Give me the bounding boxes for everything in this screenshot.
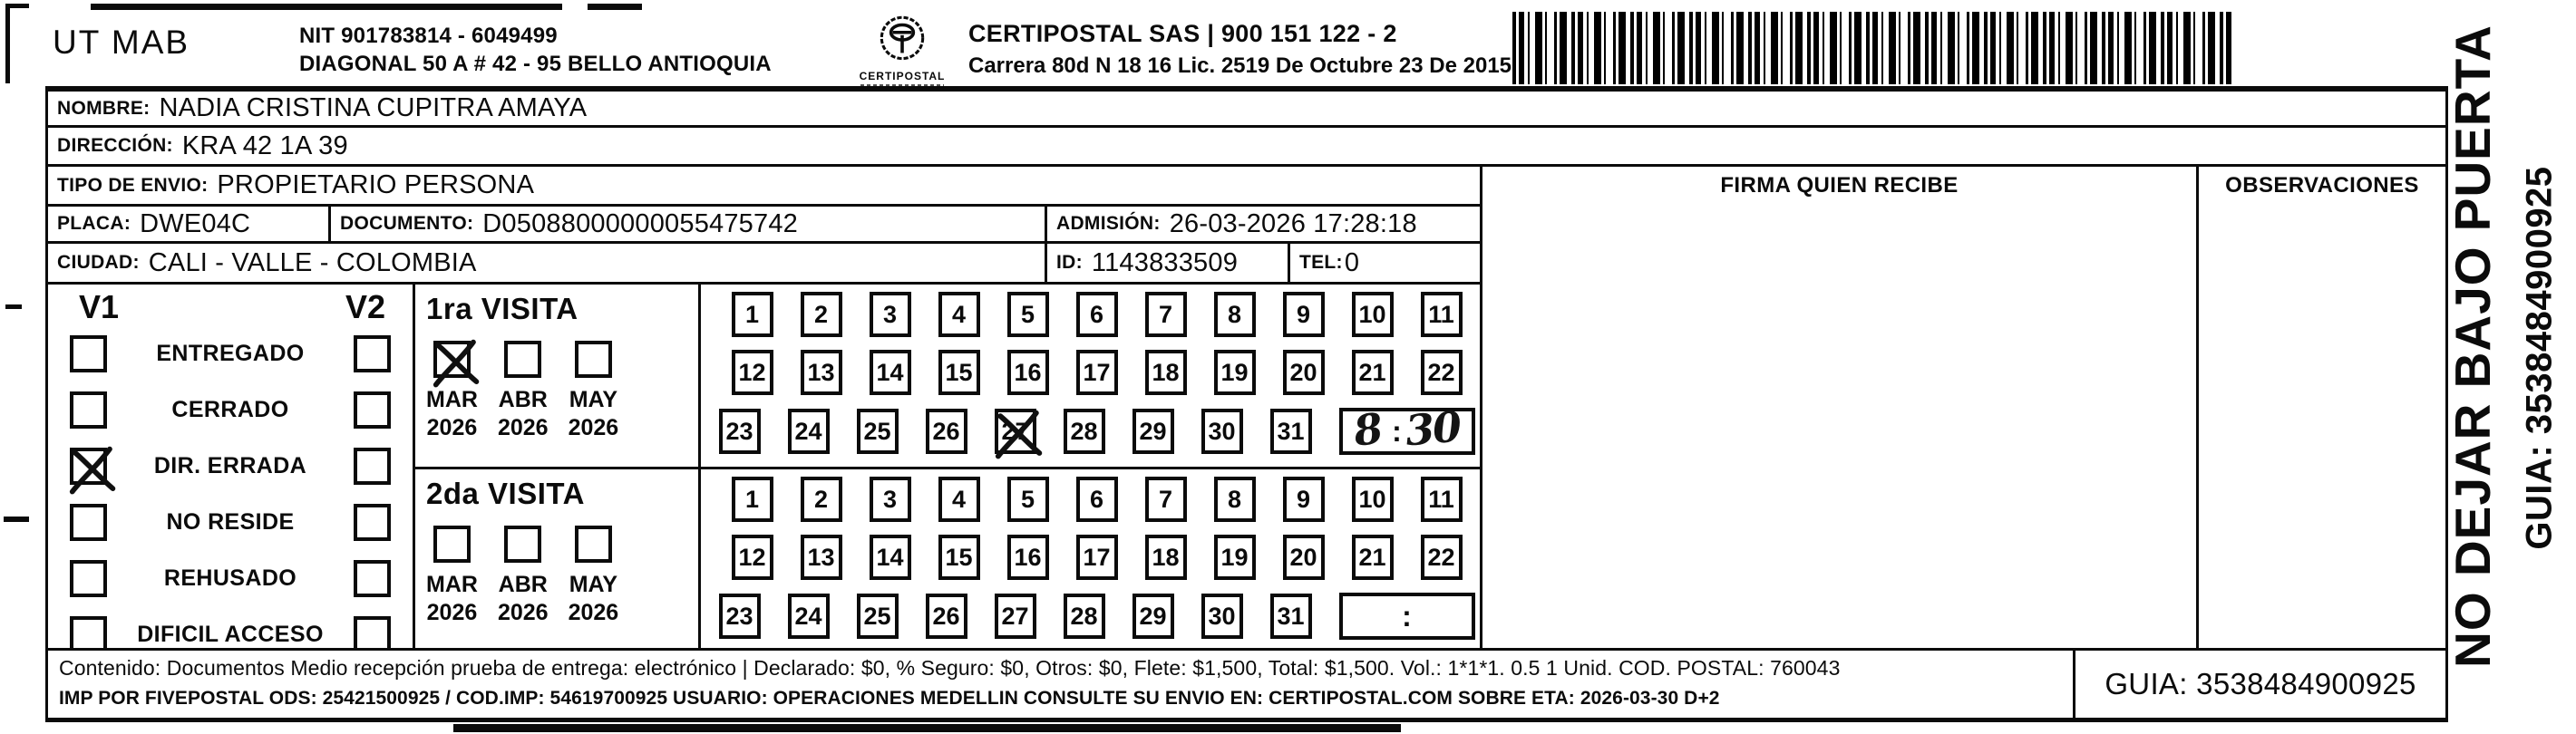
nombre-value: NADIA CRISTINA CUPITRA AMAYA	[159, 93, 588, 122]
visit1-title: 1ra VISITA	[426, 292, 578, 325]
visit2-day-cell-23[interactable]	[719, 594, 761, 639]
visit2-day-cell-27[interactable]	[995, 594, 1036, 639]
day-number: 1	[744, 485, 760, 513]
day-number: 31	[1277, 417, 1305, 445]
visit2-day-cell-26[interactable]	[926, 594, 967, 639]
day-number: 2	[813, 485, 829, 513]
checkbox-visit2-may[interactable]	[575, 526, 612, 563]
handwritten-hour: 8	[1350, 403, 1386, 456]
visit1-day-cell-1[interactable]	[732, 292, 773, 337]
day-number: 29	[1139, 417, 1167, 445]
day-number: 14	[876, 543, 904, 571]
checkbox-v1-rehusado[interactable]	[70, 560, 107, 597]
day-number: 27	[1001, 417, 1029, 445]
checkbox-v2-cerrado[interactable]	[354, 391, 391, 429]
visit1-month-section	[413, 282, 701, 469]
placa-label: PLACA:	[57, 213, 131, 234]
day-number: 17	[1083, 543, 1111, 571]
cell-ciudad	[45, 241, 1047, 285]
visit2-time-box[interactable]	[1339, 593, 1475, 640]
visit1-day-cell-21[interactable]	[1352, 350, 1394, 395]
row-direccion	[45, 125, 2448, 167]
certipostal-logo-icon	[872, 13, 932, 67]
visit2-day-cell-15[interactable]	[938, 535, 980, 580]
visit1-day-cell-29[interactable]	[1132, 409, 1174, 454]
id-value: 1143833509	[1091, 247, 1239, 277]
visit1-day-grid	[698, 282, 1482, 469]
visit2-title: 2da VISITA	[426, 477, 585, 510]
ciudad-label: CIUDAD:	[57, 252, 140, 273]
day-number: 6	[1089, 485, 1104, 513]
tel-value: 0	[1344, 247, 1360, 277]
admision-value: 26-03-2026 17:28:18	[1169, 208, 1417, 238]
visit1-month-may	[569, 341, 619, 441]
visit2-day-cell-16[interactable]	[1007, 535, 1049, 580]
day-number: 5	[1020, 300, 1035, 328]
visit2-day-cell-7[interactable]	[1145, 477, 1187, 522]
day-number: 7	[1158, 300, 1173, 328]
month-year-label: 2026	[426, 600, 478, 625]
day-number: 16	[1014, 358, 1042, 386]
firma-signature-area[interactable]	[1480, 204, 2199, 651]
day-number: 11	[1428, 300, 1454, 328]
visit1-day-cell-26[interactable]	[926, 409, 967, 454]
day-number: 30	[1208, 417, 1236, 445]
day-number: 8	[1227, 300, 1242, 328]
month-year-label: 2026	[497, 415, 549, 440]
company-name-line: CERTIPOSTAL SAS | 900 151 122 - 2	[968, 20, 1397, 47]
day-number: 22	[1427, 543, 1455, 571]
tipo-envio-label: TIPO DE ENVIO:	[57, 174, 209, 196]
visit1-day-cell-11[interactable]	[1421, 292, 1463, 337]
visit2-day-cell-31[interactable]	[1270, 594, 1312, 639]
handwritten-x-mark	[431, 338, 481, 388]
footer-line1: Contenido: Documentos Medio recepción prueba de entrega: electrónico | Declarado: $0, % Seguro: $0, Otros: $0, Flete: $1,500, Total: $1,500. Vol.: 1*1*1. 0.5 1 Unid. COD. POSTAL: 760043	[59, 656, 1841, 680]
visit2-month-may	[569, 526, 619, 626]
visit2-day-cell-30[interactable]	[1201, 594, 1243, 639]
day-number: 30	[1208, 602, 1236, 630]
admision-label: ADMISIÓN:	[1056, 213, 1161, 234]
logo-wordmark: CERTIPOSTAL	[859, 70, 946, 82]
company-info	[968, 20, 1512, 79]
scan-artifact-dash1	[5, 304, 22, 309]
day-number: 15	[945, 543, 973, 571]
day-number: 25	[863, 417, 891, 445]
visit1-day-cell-27[interactable]	[995, 409, 1036, 454]
visit1-day-cell-25[interactable]	[857, 409, 899, 454]
visit1-day-cell-18[interactable]	[1145, 350, 1187, 395]
day-number: 20	[1289, 543, 1317, 571]
visit1-month-boxes	[415, 326, 698, 441]
firma-column-header: FIRMA QUIEN RECIBE	[1480, 164, 2199, 207]
visit2-day-cell-24[interactable]	[788, 594, 830, 639]
visit1-day-cell-20[interactable]	[1283, 350, 1325, 395]
day-number: 17	[1083, 358, 1111, 386]
visit2-day-cell-29[interactable]	[1132, 594, 1174, 639]
visit1-day-cell-19[interactable]	[1214, 350, 1256, 395]
visit2-month-boxes	[415, 511, 698, 626]
checkbox-v2-dificil-acceso[interactable]	[354, 616, 391, 651]
visit2-day-cell-21[interactable]	[1352, 535, 1394, 580]
day-number: 20	[1289, 358, 1317, 386]
visit2-day-cell-5[interactable]	[1007, 477, 1049, 522]
visit2-day-cell-1[interactable]	[732, 477, 773, 522]
day-number: 28	[1070, 417, 1098, 445]
visit2-day-cell-6[interactable]	[1076, 477, 1118, 522]
visit1-day-cell-5[interactable]	[1007, 292, 1049, 337]
month-year-label: 2026	[568, 600, 619, 625]
checkbox-v1-no-reside[interactable]	[70, 504, 107, 541]
time-separator: :	[1402, 599, 1412, 633]
day-number: 21	[1358, 358, 1386, 386]
visit1-day-cell-16[interactable]	[1007, 350, 1049, 395]
cell-admision	[1045, 204, 1482, 244]
visit1-day-cell-28[interactable]	[1064, 409, 1105, 454]
status-option-label-dificil-acceso: DIFICIL ACCESO	[137, 622, 324, 647]
row-nombre	[45, 86, 2448, 128]
visit1-day-cell-8[interactable]	[1214, 292, 1256, 337]
visit2-month-section	[413, 467, 701, 651]
month-label: ABR	[498, 572, 548, 597]
direccion-value: KRA 42 1A 39	[181, 130, 348, 160]
checkbox-v1-dir-errada[interactable]	[70, 448, 107, 485]
visit1-day-cell-3[interactable]	[870, 292, 911, 337]
status-row-dir-errada	[70, 448, 391, 485]
day-number: 12	[738, 358, 766, 386]
day-number: 12	[738, 543, 766, 571]
status-row-rehusado	[70, 560, 391, 597]
observaciones-column-header: OBSERVACIONES	[2196, 164, 2448, 207]
day-number: 19	[1220, 358, 1249, 386]
day-number: 18	[1152, 543, 1180, 571]
checkbox-v2-dir-errada[interactable]	[354, 448, 391, 485]
day-number: 1	[744, 300, 760, 328]
visit2-day-row-3	[719, 593, 1475, 640]
day-number: 3	[882, 485, 898, 513]
month-label: MAY	[569, 572, 617, 597]
v2-header: V2	[345, 288, 385, 325]
visit2-day-cell-17[interactable]	[1076, 535, 1118, 580]
status-option-label-rehusado: REHUSADO	[163, 565, 297, 591]
visit2-day-cell-9[interactable]	[1283, 477, 1325, 522]
scan-artifact-corner	[5, 4, 10, 83]
visit2-day-cell-12[interactable]	[732, 535, 773, 580]
visit1-day-cell-30[interactable]	[1201, 409, 1243, 454]
checkbox-visit1-mar[interactable]	[433, 341, 471, 378]
day-number: 24	[794, 602, 822, 630]
day-number: 23	[725, 602, 753, 630]
day-number: 5	[1020, 485, 1035, 513]
visit1-day-cell-4[interactable]	[938, 292, 980, 337]
day-number: 25	[863, 602, 891, 630]
day-number: 15	[945, 358, 973, 386]
visit1-day-cell-15[interactable]	[938, 350, 980, 395]
visit2-month-abr	[498, 526, 549, 626]
day-number: 16	[1014, 543, 1042, 571]
scan-artifact-dash2	[4, 517, 29, 522]
day-number: 13	[807, 543, 835, 571]
visit1-day-row-2	[732, 350, 1463, 395]
barcode	[1512, 12, 2234, 84]
visit2-day-cell-10[interactable]	[1352, 477, 1394, 522]
checkbox-v1-dificil-acceso[interactable]	[70, 616, 107, 651]
nombre-label: NOMBRE:	[57, 97, 151, 119]
cell-tel	[1288, 241, 1482, 285]
handwritten-x-mark	[67, 445, 117, 495]
checkbox-visit2-abr[interactable]	[504, 526, 541, 563]
visit2-day-cell-25[interactable]	[857, 594, 899, 639]
visit2-day-cell-11[interactable]	[1421, 477, 1463, 522]
visit1-day-cell-10[interactable]	[1352, 292, 1394, 337]
visit1-month-abr	[498, 341, 549, 441]
day-number: 28	[1070, 602, 1098, 630]
status-option-label-cerrado: CERRADO	[171, 397, 289, 422]
day-number: 19	[1220, 543, 1249, 571]
visit2-month-mar	[426, 526, 478, 626]
side-instruction: NO DEJAR BAJO PUERTA	[2445, 24, 2501, 668]
day-number: 10	[1358, 300, 1386, 328]
handwritten-x-mark	[993, 408, 1044, 460]
visit1-day-cell-12[interactable]	[732, 350, 773, 395]
day-number: 29	[1139, 602, 1167, 630]
day-number: 13	[807, 358, 835, 386]
visit2-day-row-2	[732, 535, 1463, 580]
visit1-day-cell-2[interactable]	[801, 292, 842, 337]
visit1-month-mar	[426, 341, 478, 441]
day-number: 24	[794, 417, 822, 445]
checkbox-v1-cerrado[interactable]	[70, 391, 107, 429]
checkbox-visit1-abr[interactable]	[504, 341, 541, 378]
tel-label: TEL:	[1299, 252, 1343, 273]
visit1-day-cell-31[interactable]	[1270, 409, 1312, 454]
visit1-day-cell-22[interactable]	[1421, 350, 1463, 395]
month-label: MAY	[569, 387, 617, 412]
visit1-day-cell-17[interactable]	[1076, 350, 1118, 395]
cell-placa	[45, 204, 331, 244]
sender-code: UT MAB	[53, 24, 190, 61]
day-number: 3	[882, 300, 898, 328]
sender-address: DIAGONAL 50 A # 42 - 95 BELLO ANTIOQUIA	[299, 52, 772, 76]
visit2-day-cell-2[interactable]	[801, 477, 842, 522]
visit2-day-grid	[698, 467, 1482, 651]
status-section	[45, 282, 415, 651]
day-number: 9	[1296, 485, 1311, 513]
day-number: 8	[1227, 485, 1242, 513]
visit2-day-cell-14[interactable]	[870, 535, 911, 580]
handwritten-minutes: 30	[1403, 401, 1463, 456]
month-label: ABR	[498, 387, 548, 412]
scan-artifact-topline2	[588, 4, 642, 10]
visit1-day-cell-6[interactable]	[1076, 292, 1118, 337]
checkbox-v2-entregado[interactable]	[354, 335, 391, 372]
day-number: 9	[1296, 300, 1311, 328]
checkbox-visit2-mar[interactable]	[433, 526, 471, 563]
day-number: 31	[1277, 602, 1305, 630]
month-year-label: 2026	[497, 600, 549, 625]
footer-line2: IMP POR FIVEPOSTAL ODS: 25421500925 / COD.IMP: 54619700925 USUARIO: OPERACIONES MEDELLIN CONSULTE SU ENVIO EN: CERTIPOSTAL.COM SOBRE ETA: 2026-03-30 D+2	[59, 688, 1720, 709]
visit2-day-cell-20[interactable]	[1283, 535, 1325, 580]
footer-details	[45, 648, 2075, 722]
visit2-day-cell-22[interactable]	[1421, 535, 1463, 580]
visit2-day-cell-18[interactable]	[1145, 535, 1187, 580]
day-number: 2	[813, 300, 829, 328]
side-guia: GUIA: 3538484900925	[2519, 166, 2560, 550]
month-year-label: 2026	[568, 415, 619, 440]
day-number: 7	[1158, 485, 1173, 513]
tipo-envio-value: PROPIETARIO PERSONA	[217, 170, 535, 199]
time-separator: :	[1392, 414, 1402, 448]
visit1-day-row-1	[732, 292, 1463, 337]
row-tipo-envio	[45, 164, 1482, 207]
status-row-entregado	[70, 335, 391, 372]
cell-id	[1045, 241, 1290, 285]
sender-nit: NIT 901783814 - 6049499	[299, 24, 558, 48]
id-label: ID:	[1056, 252, 1083, 273]
scan-artifact-corner-top	[5, 4, 29, 8]
day-number: 14	[876, 358, 904, 386]
observaciones-area[interactable]	[2196, 204, 2448, 651]
visit1-day-cell-9[interactable]	[1283, 292, 1325, 337]
day-number: 10	[1358, 485, 1386, 513]
documento-value: D05088000000055475742	[482, 208, 798, 238]
visit1-time-box[interactable]	[1339, 401, 1475, 456]
month-label: MAR	[426, 387, 478, 412]
month-label: MAR	[426, 572, 478, 597]
status-option-label-dir-errada: DIR. ERRADA	[153, 453, 307, 478]
visit-column-headers	[48, 285, 413, 326]
day-number: 26	[932, 417, 960, 445]
day-number: 4	[951, 300, 967, 328]
sender-info	[299, 22, 772, 78]
documento-label: DOCUMENTO:	[340, 213, 474, 234]
visit1-day-cell-23[interactable]	[719, 409, 761, 454]
visit1-day-cell-13[interactable]	[801, 350, 842, 395]
checkbox-visit1-may[interactable]	[575, 341, 612, 378]
checkbox-v2-no-reside[interactable]	[354, 504, 391, 541]
visit1-day-cell-14[interactable]	[870, 350, 911, 395]
company-address-line: Carrera 80d N 18 16 Lic. 2519 De Octubre 23 De 2015	[968, 53, 1512, 78]
scan-artifact-topline	[91, 4, 562, 10]
day-number: 6	[1089, 300, 1104, 328]
month-year-label: 2026	[426, 415, 478, 440]
visit2-day-row-1	[732, 477, 1463, 522]
visit2-day-cell-28[interactable]	[1064, 594, 1105, 639]
placa-value: DWE04C	[140, 208, 251, 238]
visit1-day-cell-24[interactable]	[788, 409, 830, 454]
status-row-no-reside	[70, 504, 391, 541]
cell-documento	[328, 204, 1047, 244]
day-number: 26	[932, 602, 960, 630]
status-row-dificil-acceso	[70, 616, 391, 651]
visit2-day-cell-8[interactable]	[1214, 477, 1256, 522]
day-number: 27	[1001, 602, 1029, 630]
day-number: 18	[1152, 358, 1180, 386]
v1-header: V1	[79, 288, 120, 325]
visit2-day-cell-19[interactable]	[1214, 535, 1256, 580]
day-number: 4	[951, 485, 967, 513]
ciudad-value: CALI - VALLE - COLOMBIA	[148, 247, 477, 277]
certipostal-logo	[843, 13, 961, 88]
visit2-day-cell-13[interactable]	[801, 535, 842, 580]
footer-guia: GUIA: 3538484900925	[2073, 648, 2448, 722]
visit2-day-cell-3[interactable]	[870, 477, 911, 522]
day-number: 22	[1427, 358, 1455, 386]
direccion-label: DIRECCIÓN:	[57, 135, 173, 156]
checkbox-v1-entregado[interactable]	[70, 335, 107, 372]
status-option-label-no-reside: NO RESIDE	[166, 509, 295, 535]
checkbox-v2-rehusado[interactable]	[354, 560, 391, 597]
day-number: 11	[1428, 485, 1454, 513]
status-option-label-entregado: ENTREGADO	[156, 341, 305, 366]
status-rows	[48, 326, 413, 651]
visit2-day-cell-4[interactable]	[938, 477, 980, 522]
visit1-day-row-3	[719, 401, 1475, 456]
scan-artifact-bottomline	[453, 724, 1401, 732]
day-number: 21	[1358, 543, 1386, 571]
visit1-day-cell-7[interactable]	[1145, 292, 1187, 337]
status-row-cerrado	[70, 391, 391, 429]
day-number: 23	[725, 417, 753, 445]
